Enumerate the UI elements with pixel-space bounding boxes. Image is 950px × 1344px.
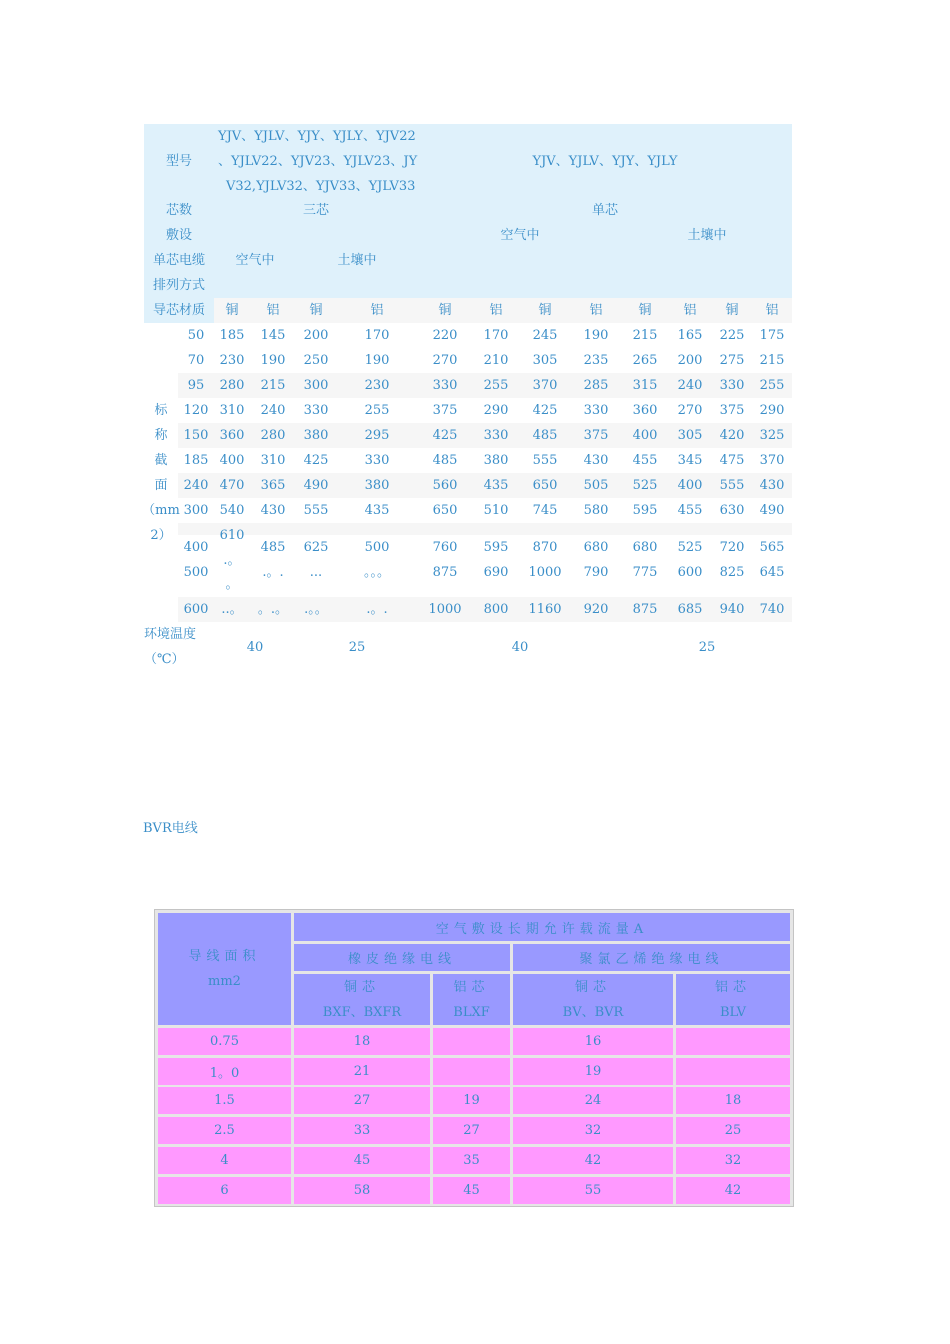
current-cell: 32 [513,1117,673,1144]
value-cell: 230 [219,353,245,368]
single-core-label: 单芯 [591,203,618,218]
value-cell: 330 [432,378,458,393]
sub-header-text [563,975,624,1025]
aluminum-header: 铝 [589,303,603,318]
model-single-core: YJV、YJLV、YJY、YJLY [532,154,678,169]
value-cell: 185 [219,328,245,343]
sub-header-text [323,975,401,1025]
conductor-label: 导芯材质 [152,303,205,318]
value-cell: 595 [632,503,658,518]
value-cell: 330 [583,403,609,418]
value-cell: 170 [483,328,509,343]
three-core-label: 三芯 [302,203,329,218]
value-cell: 630 [719,503,745,518]
value-cell: 875 [432,565,458,580]
value-cell: 425 [532,403,558,418]
value-cell: 430 [260,503,286,518]
value-cell: 430 [759,478,785,493]
row-shade [178,523,792,535]
value-cell: 435 [483,478,509,493]
aluminum-header: 铝 [370,303,384,318]
wire-code: BLXF [453,1004,490,1020]
value-cell: 485 [532,428,558,443]
copper-header: 铜 [438,303,452,318]
value-cell: 295 [364,428,390,443]
value-cell: 300 [303,378,329,393]
value-cell: 255 [483,378,509,393]
value-cell: 230 [364,378,390,393]
value-cell: 400 [632,428,658,443]
value-cell: 1000 [428,602,462,617]
sub-header-text [453,975,489,1025]
current-cell: 58 [294,1177,430,1204]
value-cell: 280 [219,378,245,393]
current-cell: 55 [513,1177,673,1204]
value-cell: 425 [432,428,458,443]
value-cell: 345 [677,453,703,468]
value-cell: 。.。 [257,602,289,617]
value-cell: 685 [677,602,703,617]
value-cell: 。 [225,577,239,592]
value-cell: 565 [759,540,785,555]
value-cell: 250 [303,353,329,368]
bvr-current-table [154,909,794,1207]
value-cell: 505 [583,478,609,493]
value-cell: 650 [532,478,558,493]
value-cell: .。. [366,602,388,617]
temp-three-soil: 25 [348,640,366,655]
value-cell: 380 [364,478,390,493]
three-soil-label: 土壤中 [337,253,377,268]
value-cell: 510 [483,503,509,518]
value-cell: 285 [583,378,609,393]
value-cell: 580 [583,503,609,518]
size-cell: 240 [183,478,209,493]
value-cell: 610 [219,528,245,543]
value-cell: 235 [583,353,609,368]
value-cell: 175 [759,328,785,343]
current-cell: 27 [294,1087,430,1114]
current-cell [676,1028,790,1055]
temperature-line-1: 环境温度 [144,627,197,642]
value-cell: 625 [303,540,329,555]
model-line-3: V32,YJLV32、YJV33、YJLV33 [226,179,416,194]
arrangement-label [144,248,214,298]
value-cell: 145 [260,328,286,343]
area-header [158,913,291,1025]
size-400: 400 [183,540,209,555]
size-600: 600 [183,602,209,617]
model-three-core [218,124,418,199]
value-cell: 265 [632,353,658,368]
wire-code: BLV [719,1004,747,1020]
value-cell: 790 [583,565,609,580]
value-cell: ..。 [221,602,243,617]
temp-single-soil: 25 [698,640,716,655]
value-cell: 485 [432,453,458,468]
value-cell: 740 [759,602,785,617]
aluminum-header: 铝 [489,303,503,318]
current-cell: 32 [676,1147,790,1174]
value-cell: 370 [532,378,558,393]
value-cell: 255 [759,378,785,393]
sub-header [433,974,510,1025]
current-cell: 21 [294,1058,430,1085]
current-cell: 19 [433,1087,510,1114]
area-unit: mm2 [208,974,241,989]
value-cell: 245 [532,328,558,343]
temp-single-air: 40 [511,640,529,655]
value-cell: 560 [432,478,458,493]
three-air-label: 空气中 [235,253,275,268]
model-label: 型号 [165,154,192,169]
value-cell: 650 [432,503,458,518]
current-cell: 45 [433,1177,510,1204]
value-cell: 690 [483,565,509,580]
area-label: 导线面积 [188,949,261,964]
current-cell [433,1058,510,1085]
value-cell: 240 [677,378,703,393]
value-cell: 215 [632,328,658,343]
value-cell: 455 [677,503,703,518]
value-cell: 435 [364,503,390,518]
value-cell: 600 [677,565,703,580]
area-cell: 2.5 [158,1117,291,1144]
current-cell: 18 [294,1028,430,1055]
aluminum-header: 铝 [765,303,779,318]
single-air-label: 空气中 [500,228,540,243]
value-cell: 325 [759,428,785,443]
current-cell [676,1058,790,1085]
value-cell: 1000 [528,565,562,580]
arrangement-line-2: 排列方式 [152,278,205,293]
arrangement-line-1: 单芯电缆 [152,253,205,268]
area-cell: 1。0 [158,1058,291,1085]
current-cell [433,1028,510,1055]
value-cell: 365 [260,478,286,493]
value-cell: 800 [483,602,509,617]
value-cell: 360 [219,428,245,443]
size-cell: 185 [183,453,209,468]
value-cell: 470 [219,478,245,493]
value-cell: 290 [759,403,785,418]
value-cell: 540 [219,503,245,518]
value-cell: 380 [483,453,509,468]
value-cell: 210 [483,353,509,368]
value-cell: 555 [532,453,558,468]
size-cell: 50 [187,328,205,343]
value-cell: 595 [483,540,509,555]
value-cell: 375 [583,428,609,443]
section-char: 面 [154,478,168,493]
section-char: 截 [154,453,168,468]
aluminum-header: 铝 [266,303,280,318]
copper-header: 铜 [538,303,552,318]
value-cell: 870 [532,540,558,555]
value-cell: 275 [719,353,745,368]
wire-code: BV、BVR [562,1004,624,1020]
value-cell: 240 [260,403,286,418]
value-cell: 745 [532,503,558,518]
copper-header: 铜 [638,303,652,318]
laying-label: 敷设 [165,228,192,243]
section-char: （mm [142,503,180,518]
value-cell: 330 [364,453,390,468]
value-cell: 330 [483,428,509,443]
value-cell: 305 [532,353,558,368]
value-cell: .。。 [304,602,328,617]
value-cell: 400 [219,453,245,468]
area-cell: 1.5 [158,1087,291,1114]
current-cell: 24 [513,1087,673,1114]
copper-header: 铜 [725,303,739,318]
bvr-title: BVR电线 [143,821,198,836]
core-type: 铜芯 [343,979,380,995]
current-cell: 42 [513,1147,673,1174]
temp-three-air: 40 [246,640,264,655]
current-cell: 35 [433,1147,510,1174]
value-cell: 500 [364,540,390,555]
sub-header [294,974,430,1025]
section-char: 标 [154,403,168,418]
value-cell: 875 [632,602,658,617]
value-cell: 720 [719,540,745,555]
copper-header: 铜 [309,303,323,318]
value-cell: 430 [583,453,609,468]
value-cell: 200 [303,328,329,343]
value-cell: 270 [677,403,703,418]
pvc-header: 聚氯乙烯绝缘电线 [513,944,790,971]
current-cell: 16 [513,1028,673,1055]
value-cell: 170 [364,328,390,343]
value-cell: .。. [262,565,284,580]
size-500: 500 [183,565,209,580]
value-cell: 760 [432,540,458,555]
temperature-line-2: （℃） [144,652,185,667]
cores-label: 芯数 [165,203,192,218]
value-cell: 375 [719,403,745,418]
top-header: 空气敷设长期允许载流量A [294,913,790,941]
value-cell: 455 [632,453,658,468]
aluminum-header: 铝 [683,303,697,318]
value-cell: 680 [583,540,609,555]
value-cell: 490 [303,478,329,493]
value-cell: 920 [583,602,609,617]
current-cell: 45 [294,1147,430,1174]
section-char: 2） [150,528,172,543]
size-cell: 120 [183,403,209,418]
size-cell: 150 [183,428,209,443]
value-cell: 370 [759,453,785,468]
value-cell: 525 [632,478,658,493]
current-cell: 33 [294,1117,430,1144]
value-cell: 1160 [528,602,562,617]
copper-header: 铜 [225,303,239,318]
value-cell: 255 [364,403,390,418]
value-cell: 330 [303,403,329,418]
value-cell: 420 [719,428,745,443]
current-cell: 42 [676,1177,790,1204]
section-label [144,398,178,548]
size-cell: 95 [187,378,205,393]
current-cell: 18 [676,1087,790,1114]
value-cell: 380 [303,428,329,443]
value-cell: 280 [260,428,286,443]
value-cell: 330 [719,378,745,393]
value-cell: 940 [719,602,745,617]
core-type: 铝芯 [453,979,490,995]
value-cell: 290 [483,403,509,418]
area-cell: 0.75 [158,1028,291,1055]
value-cell: 360 [632,403,658,418]
value-cell: 225 [719,328,745,343]
sub-header-text [715,975,751,1025]
sub-header [513,974,673,1025]
model-line-1: YJV、YJLV、YJY、YJLY、YJV22 [218,129,416,144]
value-cell: 555 [303,503,329,518]
area-cell: 6 [158,1177,291,1204]
section-char: 称 [154,428,168,443]
value-cell: 825 [719,565,745,580]
value-cell: 305 [677,428,703,443]
value-cell: 310 [260,453,286,468]
single-soil-label: 土壤中 [687,228,727,243]
value-cell: 190 [364,353,390,368]
value-cell: 400 [677,478,703,493]
size-cell: 70 [187,353,205,368]
value-cell: 425 [303,453,329,468]
value-cell: 220 [432,328,458,343]
value-cell: 200 [677,353,703,368]
value-cell: 。。。 [363,565,390,580]
core-type: 铜芯 [574,979,611,995]
value-cell: 270 [432,353,458,368]
current-cell: 19 [513,1058,673,1085]
temperature-label [144,622,214,672]
value-cell: 485 [260,540,286,555]
value-cell: 775 [632,565,658,580]
model-line-2: 、YJLV22、YJV23、YJLV23、JY [218,154,418,169]
value-cell: 645 [759,565,785,580]
wire-code: BXF、BXFR [322,1004,402,1020]
value-cell: 490 [759,503,785,518]
value-cell: .。 [223,553,241,568]
size-cell: 300 [183,503,209,518]
core-type: 铝芯 [714,979,751,995]
value-cell: 680 [632,540,658,555]
current-cell: 27 [433,1117,510,1144]
value-cell: 215 [260,378,286,393]
value-cell: 165 [677,328,703,343]
value-cell: ... [309,565,323,580]
value-cell: 190 [260,353,286,368]
area-cell: 4 [158,1147,291,1174]
sub-header [676,974,790,1025]
value-cell: 310 [219,403,245,418]
current-cell: 25 [676,1117,790,1144]
value-cell: 190 [583,328,609,343]
value-cell: 555 [719,478,745,493]
value-cell: 375 [432,403,458,418]
value-cell: 475 [719,453,745,468]
value-cell: 315 [632,378,658,393]
value-cell: 215 [759,353,785,368]
rubber-header: 橡皮绝缘电线 [294,944,510,971]
value-cell: 525 [677,540,703,555]
